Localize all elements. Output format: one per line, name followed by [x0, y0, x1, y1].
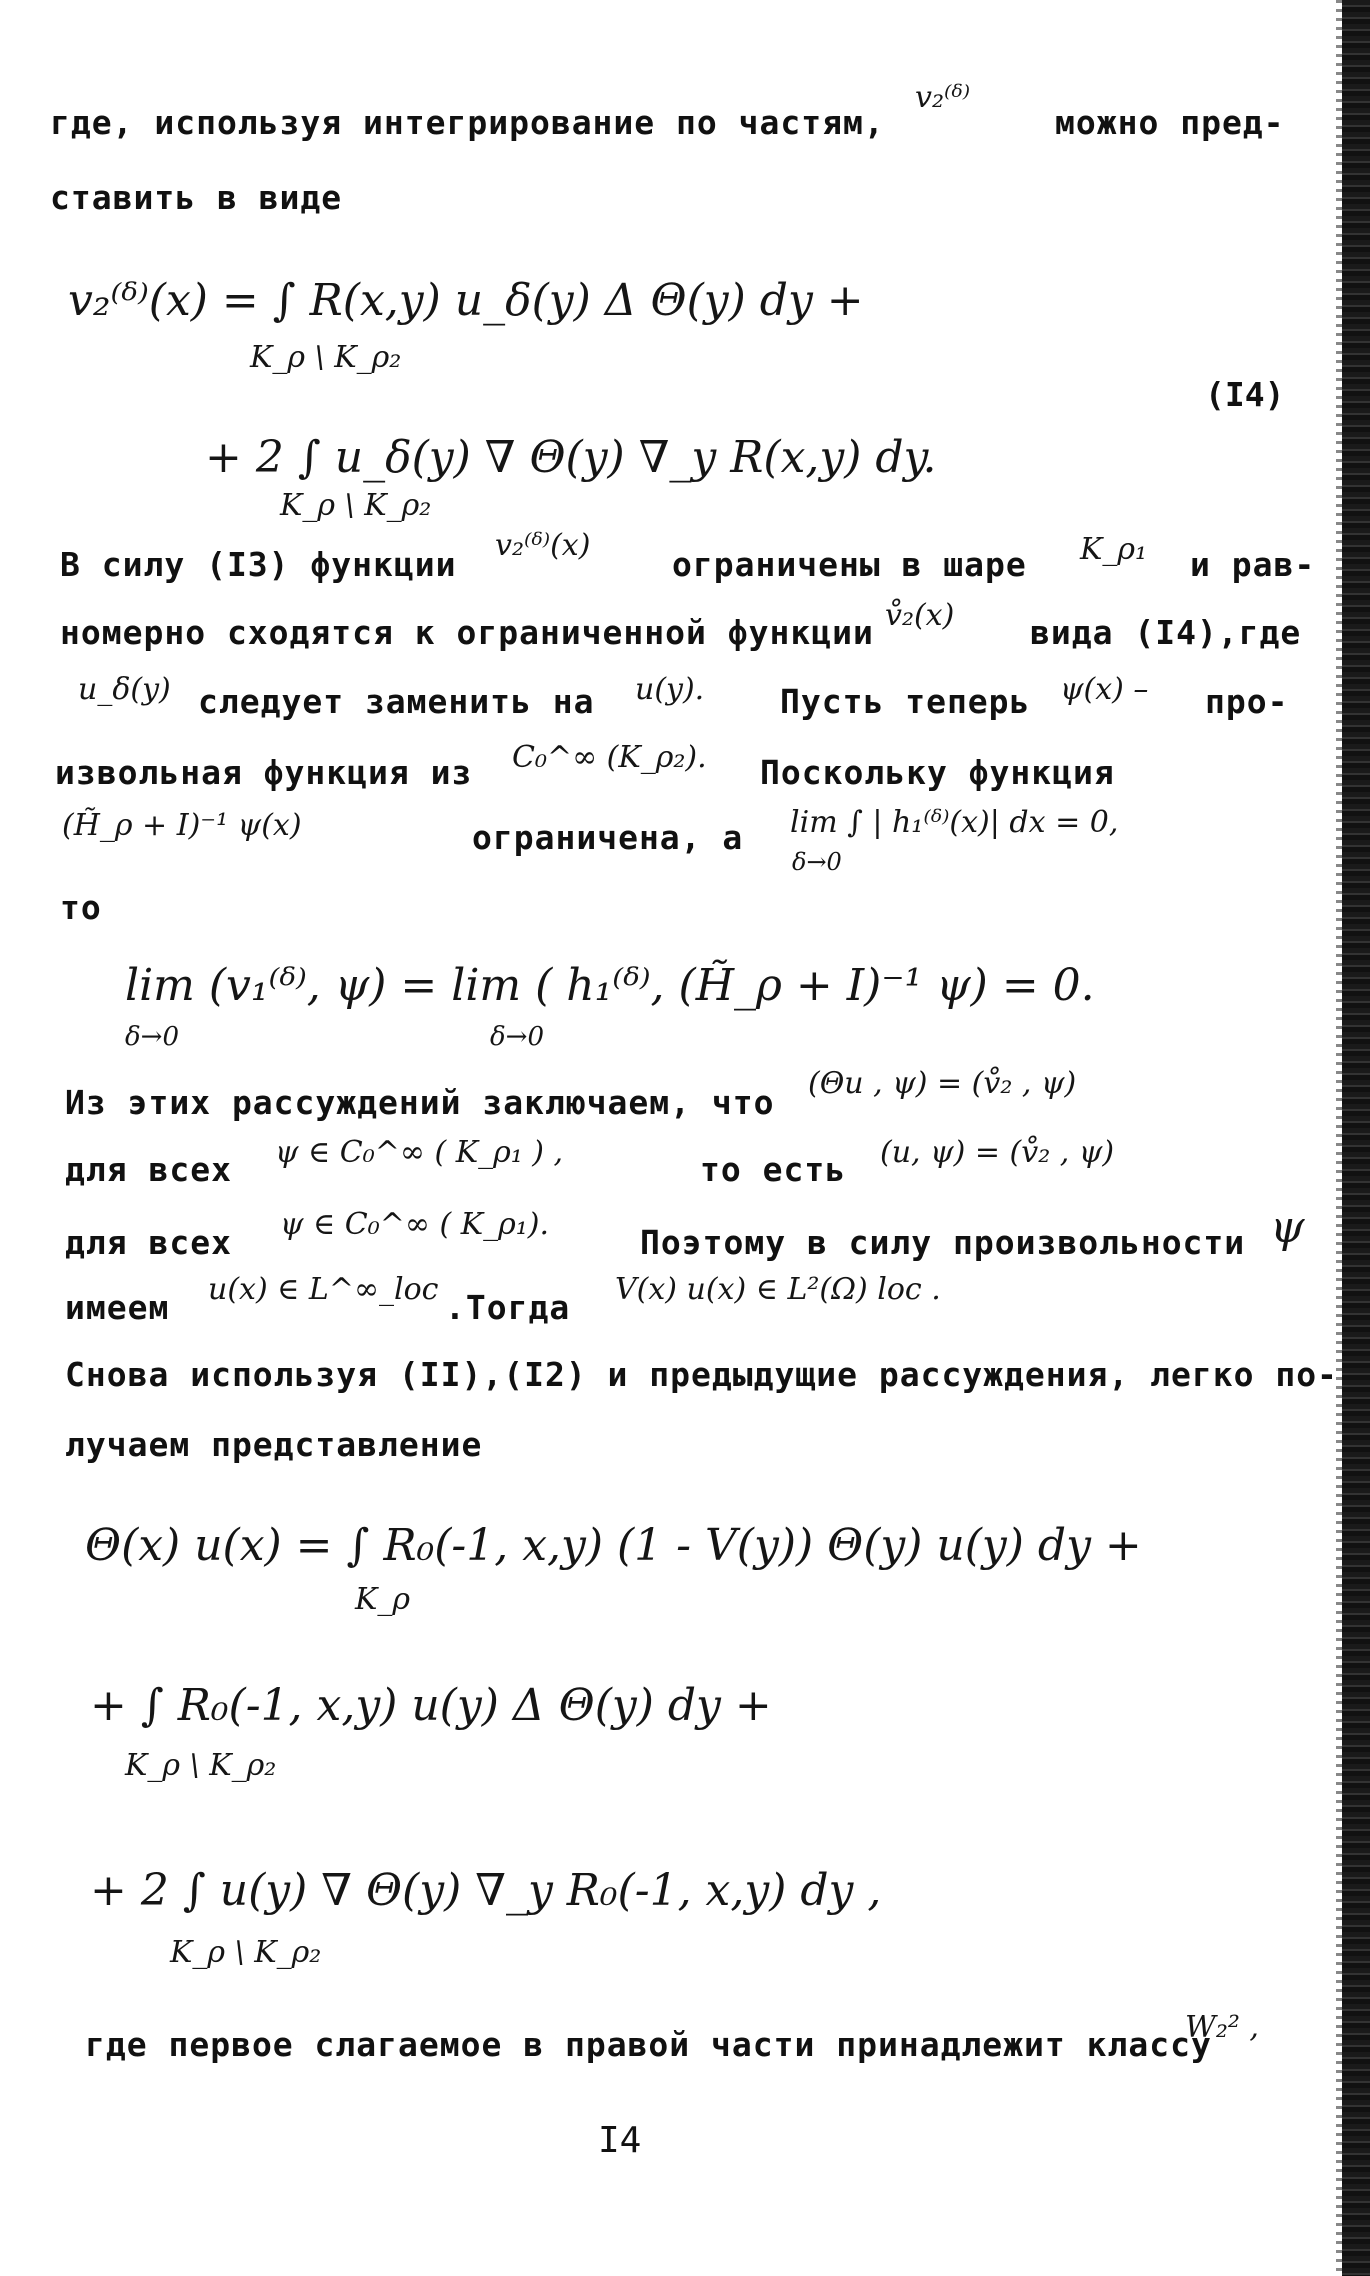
text-line: .Тогда	[445, 1288, 571, 1327]
formula-domain: K_ρ \ K_ρ₂	[125, 1748, 277, 1783]
text-line: про-	[1205, 682, 1289, 721]
text-line: Поскольку функция	[760, 753, 1115, 792]
text-line: для всех	[65, 1150, 232, 1189]
equation-number: (I4)	[1205, 375, 1285, 414]
math-symbol: V(x) u(x) ∈ L²(Ω) loc .	[615, 1272, 941, 1307]
text-line: то	[60, 888, 102, 927]
math-subscript: δ→0	[792, 848, 842, 876]
formula-domain: K_ρ	[355, 1582, 411, 1617]
text-line: Пусть теперь	[780, 682, 1031, 721]
text-line: имеем	[65, 1288, 170, 1327]
text-line: для всех	[65, 1223, 232, 1262]
math-symbol: u(y).	[635, 672, 705, 707]
text-line: номерно сходятся к ограниченной функции	[60, 613, 874, 652]
math-symbol: v₂⁽ᵟ⁾(x)	[495, 528, 591, 563]
math-symbol: ψ	[1270, 1202, 1305, 1253]
formula-domain: K_ρ \ K_ρ₂	[250, 340, 402, 375]
formula-line: + ∫ R₀(-1, x,y) u(y) Δ Θ(y) dy +	[90, 1680, 772, 1731]
math-symbol: ψ ∈ C₀^∞ ( K_ρ₁ ) ,	[275, 1135, 564, 1170]
text-line: и рав-	[1190, 545, 1316, 584]
math-symbol: u_δ(y)	[78, 672, 171, 707]
math-symbol: (u, ψ) = (v̊₂ , ψ)	[880, 1135, 1115, 1170]
formula-line: Θ(x) u(x) = ∫ R₀(-1, x,y) (1 - V(y)) Θ(y) u(y) dy +	[85, 1520, 1142, 1571]
formula-line: + 2 ∫ u(y) ∇ Θ(y) ∇_y R₀(-1, x,y) dy ,	[90, 1865, 882, 1916]
scan-binding-edge-shadow	[1336, 0, 1342, 2276]
formula-line: + 2 ∫ u_δ(y) ∇ Θ(y) ∇_y R(x,y) dy.	[205, 432, 937, 483]
formula-line: v₂⁽ᵟ⁾(x) = ∫ R(x,y) u_δ(y) Δ Θ(y) dy +	[68, 275, 864, 326]
math-symbol: ψ ∈ C₀^∞ ( K_ρ₁).	[280, 1207, 550, 1242]
math-symbol: (Θu , ψ) = (v̊₂ , ψ)	[808, 1066, 1077, 1101]
text-line: где, используя интегрирование по частям,	[50, 103, 885, 142]
text-line: извольная функция из	[55, 753, 473, 792]
text-line: Снова используя (II),(I2) и предыдущие рассуждения, легко по-	[65, 1355, 1338, 1394]
text-line: то есть	[700, 1150, 847, 1189]
text-line: следует заменить на	[198, 682, 595, 721]
math-symbol: K_ρ₁	[1080, 532, 1148, 567]
math-symbol: lim ∫ | h₁⁽ᵟ⁾(x)| dx = 0,	[790, 805, 1119, 840]
text-line: Из этих рассуждений заключаем, что	[65, 1083, 775, 1122]
text-line: В силу (I3) функции	[60, 545, 457, 584]
math-symbol: u(x) ∈ L^∞_loc	[208, 1272, 439, 1307]
text-line: ограничена, а	[472, 818, 744, 857]
text-line: ограничены в шаре	[672, 545, 1027, 584]
math-symbol: W₂² ,	[1185, 2010, 1259, 2045]
math-symbol: C₀^∞ (K_ρ₂).	[512, 740, 707, 775]
formula-domain: K_ρ \ K_ρ₂	[170, 1935, 322, 1970]
text-line: вида (I4),где	[1030, 613, 1302, 652]
text-line: ставить в виде	[50, 178, 343, 217]
scan-binding-edge	[1342, 0, 1370, 2276]
text-line: Поэтому в силу произвольности	[640, 1223, 1246, 1262]
formula-line: lim (v₁⁽ᵟ⁾, ψ) = lim ( h₁⁽ᵟ⁾, (H̃_ρ + I)⁻¹ ψ) = 0.	[125, 960, 1095, 1011]
page-number: I4	[598, 2120, 642, 2161]
math-symbol: (H̃_ρ + I)⁻¹ ψ(x)	[62, 808, 302, 843]
text-line: можно пред-	[1055, 103, 1285, 142]
math-symbol: v̊₂(x)	[885, 598, 955, 633]
formula-domain: K_ρ \ K_ρ₂	[280, 488, 432, 523]
math-symbol: ψ(x) –	[1060, 672, 1149, 707]
text-line: лучаем представление	[65, 1425, 483, 1464]
math-subscript: δ→0	[125, 1022, 179, 1052]
text-line: где первое слагаемое в правой части принадлежит классу	[85, 2025, 1212, 2064]
math-symbol: v₂⁽ᵟ⁾	[915, 80, 971, 115]
math-subscript: δ→0	[490, 1022, 544, 1052]
